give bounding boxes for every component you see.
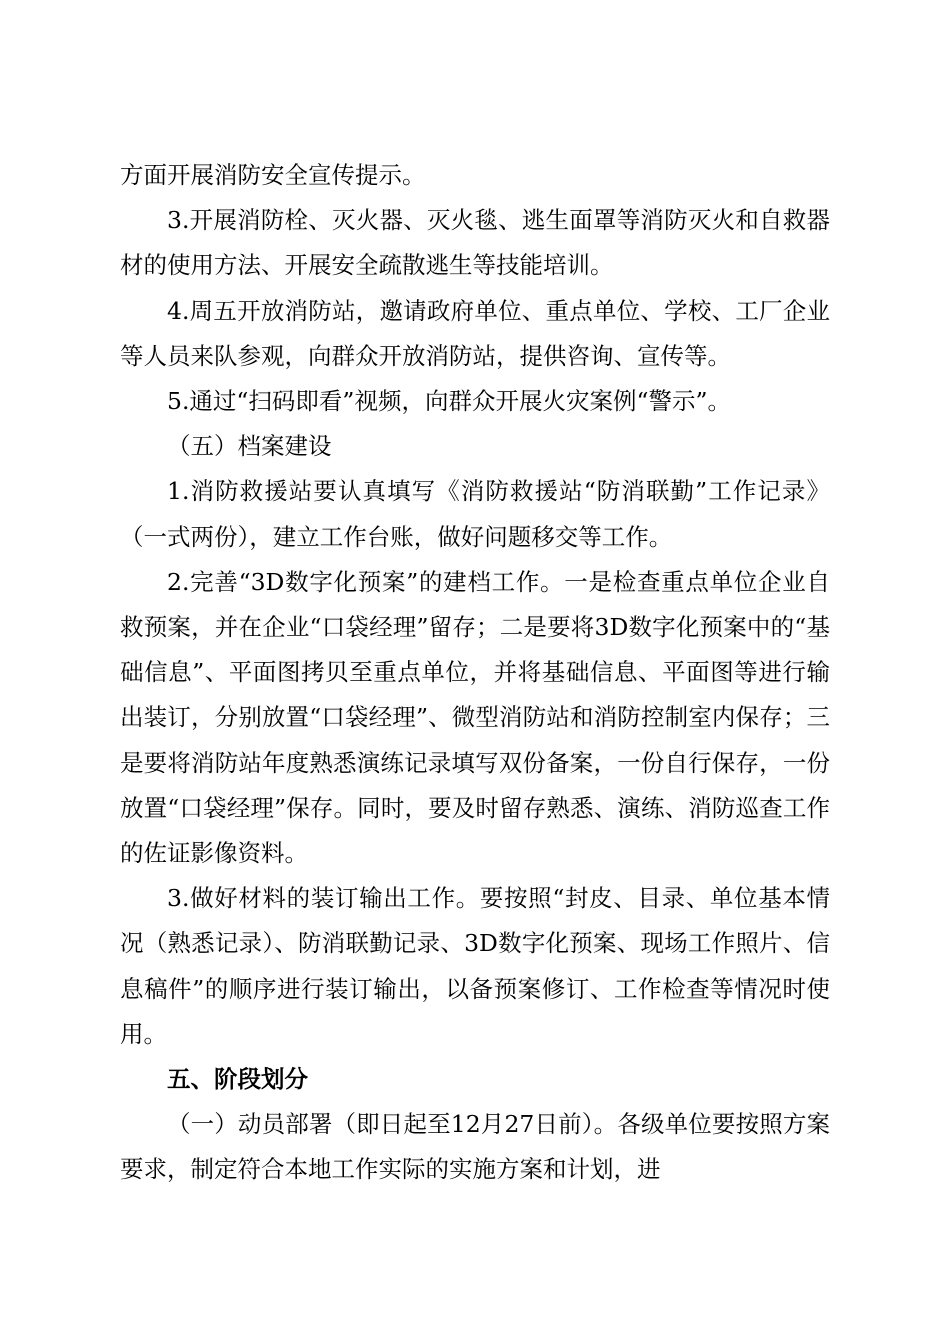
paragraph-archive-3: 3.做好材料的装订输出工作。要按照“封皮、目录、单位基本情况（熟悉记录）、防消联勤记录、3D数字化预案、现场工作照片、信息稿件”的顺序进行装订输出，以备预案修订、工作检查等情况时使用。: [120, 884, 830, 1048]
paragraph-continuation: 方面开展消防安全宣传提示。: [120, 161, 426, 189]
paragraph-item-3-training: 3.开展消防栓、灭火器、灭火毯、逃生面罩等消防灭火和自救器材的使用方法、开展安全疏散逃生等技能培训。: [120, 206, 830, 280]
paragraph-item-5-video: 5.通过“扫码即看”视频，向群众开展火灾案例“警示”。: [167, 387, 731, 416]
paragraph-stage-1: （一）动员部署（即日起至12月27日前）。各级单位要按照方案要求，制定符合本地工作实际的实施方案和计划，进: [120, 1110, 830, 1184]
section-heading-stages: 五、阶段划分: [167, 1065, 308, 1094]
paragraph-item-4-open-station: 4.周五开放消防站，邀请政府单位、重点单位、学校、工厂企业等人员来队参观，向群众开放消防站，提供咨询、宣传等。: [120, 296, 830, 370]
document-body: [120, 153, 830, 1193]
paragraph-archive-2: 2.完善“3D数字化预案”的建档工作。一是检查重点单位企业自救预案，并在企业“口袋经理”留存；二是要将3D数字化预案中的“基础信息”、平面图拷贝至重点单位，并将基础信息、平面图等进行输出装订，分别放置“口袋经理”、微型消防站和消防控制室内保存；三是要将消防站年度熟悉演练记录填写双份备案，一份自行保存，一份放置“口袋经理”保存。同时，要及时留存熟悉、演练、消防巡查工作的佐证影像资料。: [120, 567, 830, 868]
section-heading-archive: （五）档案建设: [167, 432, 332, 461]
paragraph-archive-1: 1.消防救援站要认真填写《消防救援站“防消联勤”工作记录》（一式两份），建立工作台账，做好问题移交等工作。: [120, 477, 830, 551]
